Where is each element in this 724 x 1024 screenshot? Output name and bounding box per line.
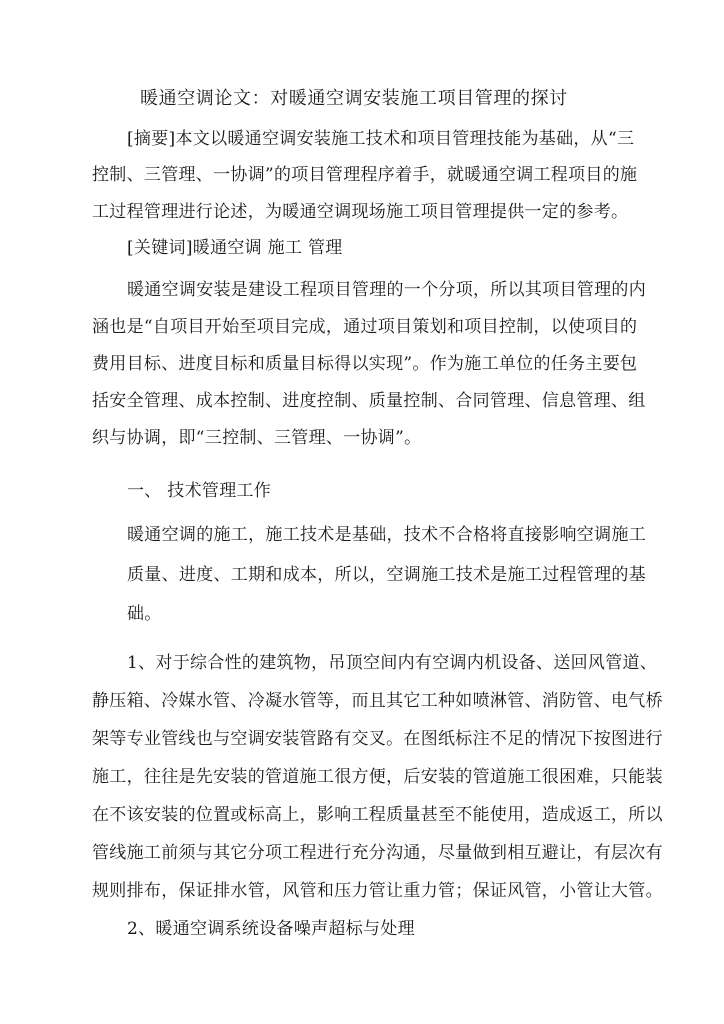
- item1-line-2: 静压箱、冷媒水管、冷凝水管等，而且其它工种如喷淋管、消防管、电气桥: [92, 691, 663, 711]
- keywords-line: [关键词]暖通空调 施工 管理: [127, 238, 343, 258]
- item1-line-3: 架等专业管线也与空调安装管路有交叉。在图纸标注不足的情况下按图进行: [92, 729, 663, 749]
- item1-line-1: 1、对于综合性的建筑物，吊顶空间内有空调内机设备、送回风管道、: [127, 653, 658, 673]
- section-text-line-2: 质量、进度、工期和成本，所以，空调施工技术是施工过程管理的基: [127, 565, 646, 585]
- abstract-line-3: 工过程管理进行论述，为暖通空调现场施工项目管理提供一定的参考。: [92, 202, 629, 222]
- intro-line-3: 费用目标、进度目标和质量目标得以实现”。作为施工单位的任务主要包: [92, 354, 638, 374]
- item1-line-6: 管线施工前须与其它分项工程进行充分沟通，尽量做到相互避让，有层次有: [92, 843, 663, 863]
- section-text-line-3: 础。: [127, 604, 162, 624]
- intro-line-2: 涵也是“自项目开始至项目完成，通过项目策划和项目控制，以使项目的: [92, 317, 638, 337]
- section-text-line-1: 暖通空调的施工，施工技术是基础，技术不合格将直接影响空调施工: [127, 525, 646, 545]
- intro-line-4: 括安全管理、成本控制、进度控制、质量控制、合同管理、信息管理、组: [92, 391, 646, 411]
- item2-heading: 2、暖通空调系统设备噪声超标与处理: [127, 919, 415, 939]
- document-title: 暖通空调论文：对暖通空调安装施工项目管理的探讨: [140, 88, 568, 109]
- intro-line-1: 暖通空调安装是建设工程项目管理的一个分项，所以其项目管理的内: [127, 280, 646, 300]
- section-heading: 一、 技术管理工作: [127, 481, 272, 501]
- item1-line-7: 规则排布，保证排水管，风管和压力管让重力管；保证风管，小管让大管。: [92, 881, 663, 901]
- abstract-line-2: 控制、三管理、一协调”的项目管理程序着手，就暖通空调工程项目的施: [92, 165, 638, 185]
- item1-line-5: 在不该安装的位置或标高上，影响工程质量甚至不能使用，造成返工，所以: [92, 805, 663, 825]
- abstract-line-1: [摘要]本文以暖通空调安装施工技术和项目管理技能为基础，从“三: [127, 129, 635, 149]
- item1-line-4: 施工，往往是先安装的管道施工很方便，后安装的管道施工很困难，只能装: [92, 767, 663, 787]
- intro-line-5: 织与协调，即“三控制、三管理、一协调”。: [92, 428, 422, 448]
